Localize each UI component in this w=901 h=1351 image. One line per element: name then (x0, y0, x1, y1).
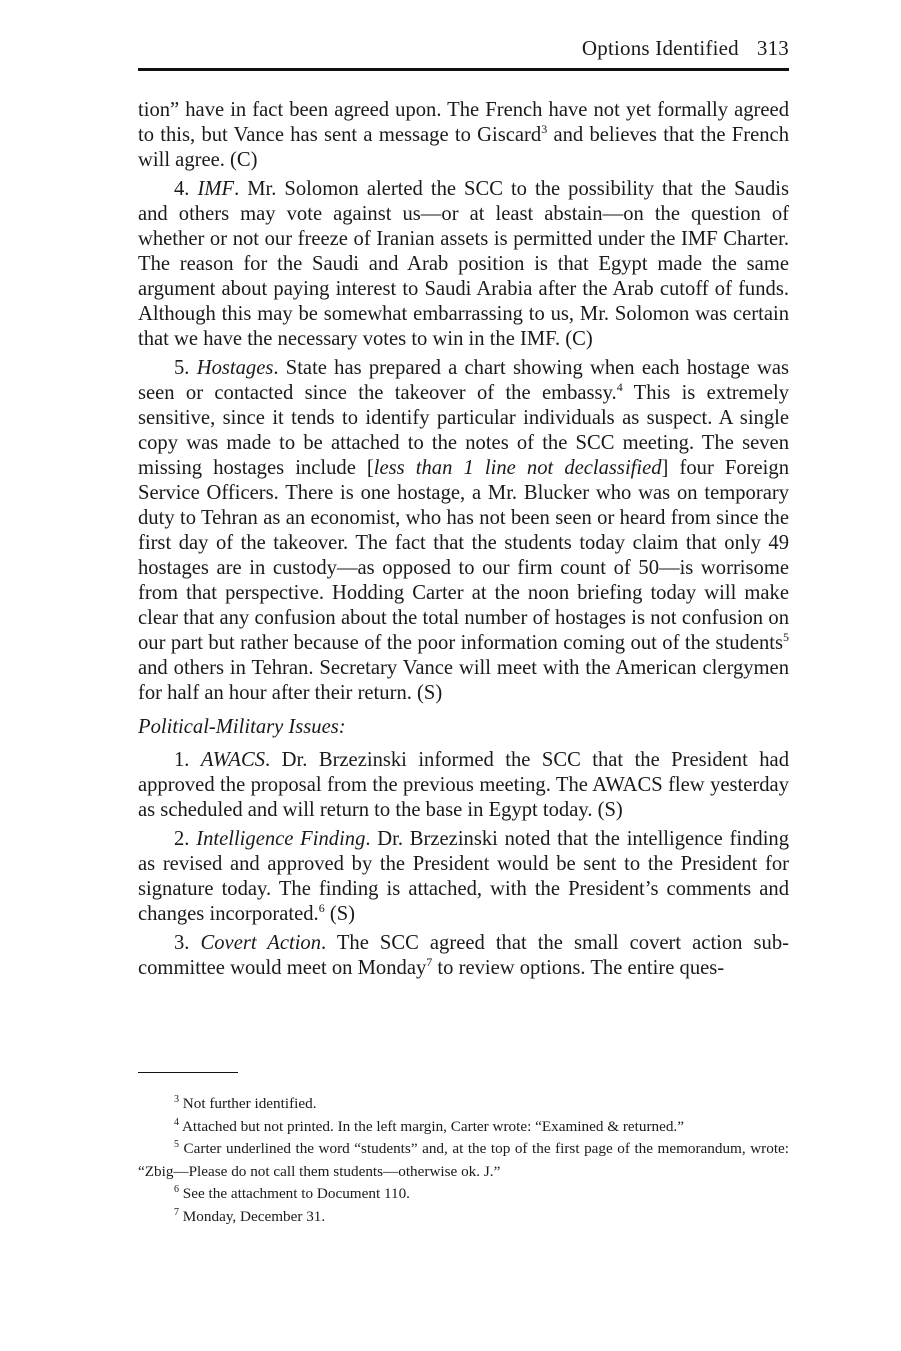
item-heading: Covert Action (200, 932, 322, 954)
footnote-5 (138, 1138, 789, 1183)
text-run: (S) (324, 903, 356, 925)
footnote-text: Carter underlined the word “students” and, at the top of the first page of the memorandum, wrote: “Zbig—Please do not call them students—otherwise ok. J.” (138, 1140, 789, 1180)
footnote-ref-3[interactable]: 3 (541, 122, 548, 137)
text-run: . Dr. Brzezinski informed the SCC that the President had approved the proposal from the previous meeting. The AWACS flew yesterday as scheduled and will return to the base in Egypt today. (S) (138, 749, 789, 821)
paragraph-intelligence (138, 827, 789, 927)
footnote-text: Monday, December 31. (182, 1207, 326, 1225)
text-run: . Dr. Brzezinski noted that the intelligence finding as revised and approved by the President would be sent to the President for signature today. The finding is attached, with the President’s comments and changes incorporated. (138, 828, 790, 925)
footnote-4 (138, 1116, 789, 1139)
text-run: to review options. The entire ques- (432, 957, 725, 979)
footnote-number: 6 (174, 1183, 179, 1195)
text-run: This is extremely sensitive, since it tends to identify particular individuals as suspect. A single copy was made to be attached to the notes of the SCC meeting. The seven missing hostages include [ (138, 382, 789, 479)
footnote-text: Not further identified. (182, 1095, 317, 1112)
text-run: and believes that the French will agree. (C) (138, 124, 789, 171)
item-heading: Hostages (196, 357, 274, 379)
item-number: 2. (174, 828, 197, 850)
section-heading: Political-Military Issues: (138, 716, 346, 738)
redaction-note: less than 1 line not declassified (373, 457, 662, 479)
footnote-ref-4[interactable]: 4 (616, 380, 623, 395)
body-text (138, 98, 789, 985)
footnote-text: See the attachment to Document 110. (182, 1185, 410, 1202)
footnote-rule (138, 1072, 238, 1073)
footnote-7 (138, 1206, 789, 1229)
item-heading: AWACS (200, 749, 266, 771)
header-rule (138, 68, 789, 71)
paragraph-covert (138, 931, 789, 981)
footnotes (138, 1093, 789, 1228)
item-heading: Intelligence Finding (196, 828, 366, 850)
item-number: 1. (174, 749, 201, 771)
footnote-number: 5 (174, 1138, 179, 1150)
running-title: Options Identified (581, 36, 739, 60)
footnote-ref-6[interactable]: 6 (318, 901, 325, 916)
text-run: and others in Tehran. Secretary Vance will meet with the American clergymen for half an hour after their return. (S) (138, 657, 789, 704)
text-run: . Mr. Solomon alerted the SCC to the possibility that the Saudis and others may vote against us—or at least abstain—on the question of whether or not our freeze of Iranian assets is permitted under the IMF Charter. The reason for the Saudi and Arab position is that Egypt made the same argument about paying interest to Saudi Arabia after the Arab cutoff of funds. Although this may be somewhat embarrassing to us, Mr. Solomon was certain that we have the necessary votes to win in the IMF. (C) (138, 178, 789, 350)
footnote-number: 3 (174, 1093, 179, 1105)
footnote-3 (138, 1093, 789, 1116)
paragraph-hostages (138, 356, 789, 706)
item-heading: IMF (197, 178, 235, 200)
page-number: 313 (756, 36, 789, 60)
footnote-6 (138, 1183, 789, 1206)
footnote-number: 7 (174, 1206, 179, 1218)
text-run: . State has prepared a chart showing when each hostage was seen or contacted since the takeover of the embassy. (138, 357, 789, 404)
item-number: 4. (174, 178, 198, 200)
paragraph-awacs (138, 748, 789, 823)
footnote-ref-5[interactable]: 5 (783, 630, 789, 645)
footnote-text: Attached but not printed. In the left margin, Carter wrote: “Examined & returned.” (181, 1117, 684, 1135)
footnote-ref-7[interactable]: 7 (426, 955, 433, 970)
item-number: 3. (174, 932, 201, 954)
item-number: 5. (174, 357, 197, 379)
text-run: . The SCC agreed that the small covert action sub-committee would meet on Monday (138, 932, 790, 979)
footnote-number: 4 (174, 1116, 179, 1128)
paragraph-imf (138, 177, 789, 352)
text-run: tion” have in fact been agreed upon. The French have not yet formally agreed to this, but Vance has sent a message to Giscard (138, 99, 789, 146)
running-header (138, 36, 789, 66)
paragraph-continuation (138, 98, 789, 173)
text-run: ] four Foreign Service Officers. There is one hostage, a Mr. Blucker who was on temporary duty to Tehran as an economist, who has not been seen or heard from since the first day of the takeover. The fact that the students today claim that only 49 hostages are in custody—as opposed to our firm count of 50—is worrisome from that perspective. Hodding Carter at the noon briefing today will make clear that any confusion about the total number of hostages is not confusion on our part but rather because of the poor information coming out of the students (138, 457, 789, 654)
